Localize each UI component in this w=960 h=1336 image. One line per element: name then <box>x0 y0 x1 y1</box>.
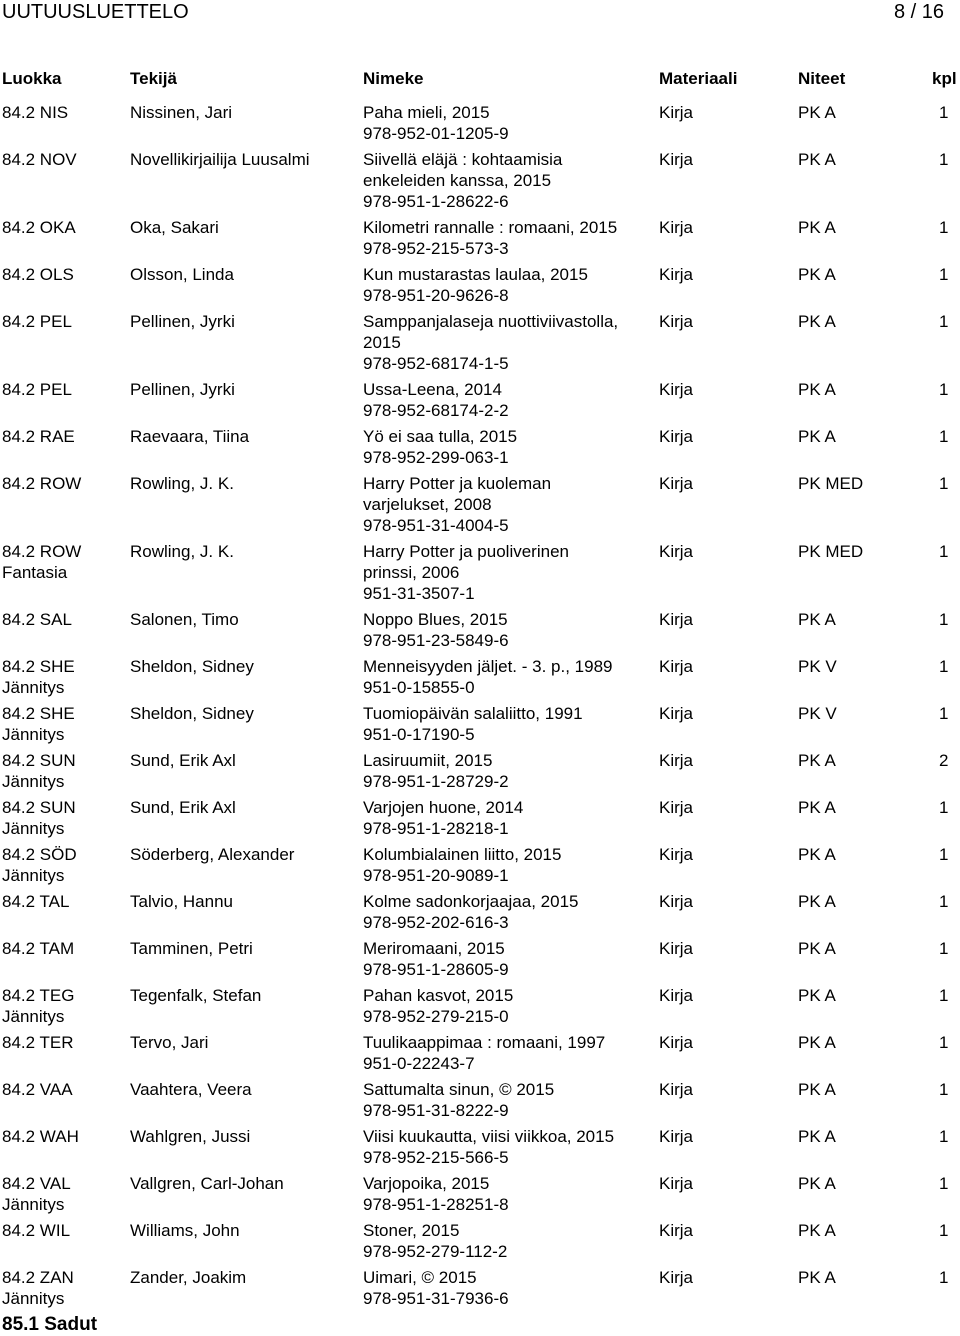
catalog-row <box>0 264 960 311</box>
classification-cell: 84.2 NOV <box>2 150 77 169</box>
title-cell: Pahan kasvot, 2015 <box>363 986 514 1005</box>
location-cell: PK A <box>798 1127 836 1146</box>
title-cell-extra: 978-952-202-616-3 <box>363 913 509 932</box>
count-cell: 1 <box>939 542 949 561</box>
location-cell: PK A <box>798 1033 836 1052</box>
title-cell-extra: 978-952-279-215-0 <box>363 1007 509 1026</box>
catalog-row <box>0 891 960 938</box>
document-title: UUTUUSLUETTELO <box>2 1 189 23</box>
count-cell: 1 <box>939 1080 949 1099</box>
material-cell: Kirja <box>659 427 694 446</box>
location-cell: PK A <box>798 892 836 911</box>
classification-cell: 84.2 VAL <box>2 1174 71 1193</box>
author-cell: Sund, Erik Axl <box>130 751 236 770</box>
author-cell: Söderberg, Alexander <box>130 845 295 864</box>
classification-cell: 84.2 SAL <box>2 610 72 629</box>
count-cell: 1 <box>939 845 949 864</box>
column-header-materiaali: Materiaali <box>659 69 738 88</box>
title-cell: Stoner, 2015 <box>363 1221 460 1240</box>
catalog-row <box>0 656 960 703</box>
author-cell: Rowling, J. K. <box>130 542 234 561</box>
classification-cell-extra: Jännitys <box>2 819 65 838</box>
material-cell: Kirja <box>659 704 694 723</box>
author-cell: Vallgren, Carl-Johan <box>130 1174 284 1193</box>
title-cell-extra: 978-952-279-112-2 <box>363 1242 508 1261</box>
title-cell: Kilometri rannalle : romaani, 2015 <box>363 218 618 237</box>
title-cell: Samppanjalaseja nuottiviivastolla, <box>363 312 619 331</box>
classification-cell: 84.2 VAA <box>2 1080 73 1099</box>
title-cell: Siivellä eläjä : kohtaamisia <box>363 150 563 169</box>
author-cell: Rowling, J. K. <box>130 474 234 493</box>
material-cell: Kirja <box>659 1033 694 1052</box>
location-cell: PK A <box>798 312 836 331</box>
author-cell: Talvio, Hannu <box>130 892 234 911</box>
count-cell: 1 <box>939 610 949 629</box>
catalog-row <box>0 703 960 750</box>
author-cell: Vaahtera, Veera <box>130 1080 252 1099</box>
material-cell: Kirja <box>659 1127 694 1146</box>
title-cell-extra: enkeleiden kanssa, 2015 <box>363 171 552 190</box>
catalog-row <box>0 426 960 473</box>
material-cell: Kirja <box>659 1221 694 1240</box>
classification-cell: 84.2 TER <box>2 1033 74 1052</box>
author-cell: Novellikirjailija Luusalmi <box>130 150 310 169</box>
count-cell: 1 <box>939 265 949 284</box>
classification-cell: 84.2 TAL <box>2 892 70 911</box>
count-cell: 1 <box>939 704 949 723</box>
classification-cell-extra: Jännitys <box>2 1007 65 1026</box>
author-cell: Tamminen, Petri <box>130 939 253 958</box>
title-cell: Kolumbialainen liitto, 2015 <box>363 845 562 864</box>
title-cell: Noppo Blues, 2015 <box>363 610 508 629</box>
catalog-row <box>0 1079 960 1126</box>
author-cell: Pellinen, Jyrki <box>130 380 235 399</box>
title-cell-extra: 978-951-1-28622-6 <box>363 192 509 211</box>
title-cell-extra: 978-952-215-566-5 <box>363 1148 509 1167</box>
catalog-row <box>0 609 960 656</box>
title-cell-extra: 978-951-31-4004-5 <box>363 516 509 535</box>
material-cell: Kirja <box>659 798 694 817</box>
material-cell: Kirja <box>659 892 694 911</box>
material-cell: Kirja <box>659 986 694 1005</box>
location-cell: PK MED <box>798 474 864 493</box>
catalog-row <box>0 379 960 426</box>
classification-cell-extra: Jännitys <box>2 772 65 791</box>
catalog-list <box>0 102 960 1314</box>
location-cell: PK A <box>798 939 836 958</box>
title-cell-extra: 978-951-31-7936-6 <box>363 1289 509 1308</box>
author-cell: Zander, Joakim <box>130 1268 247 1287</box>
count-cell: 1 <box>939 474 949 493</box>
material-cell: Kirja <box>659 1174 694 1193</box>
classification-cell: 84.2 PEL <box>2 312 72 331</box>
title-cell-extra: 978-952-215-573-3 <box>363 239 509 258</box>
classification-cell: 84.2 OLS <box>2 265 74 284</box>
title-cell-extra: 978-951-20-9626-8 <box>363 286 509 305</box>
title-cell-extra: 2015 <box>363 333 401 352</box>
classification-cell: 84.2 WAH <box>2 1127 79 1146</box>
title-cell-extra: 978-952-68174-1-5 <box>363 354 509 373</box>
catalog-row <box>0 311 960 379</box>
classification-cell: 84.2 SUN <box>2 751 76 770</box>
author-cell: Sund, Erik Axl <box>130 798 236 817</box>
count-cell: 1 <box>939 1127 949 1146</box>
count-cell: 1 <box>939 986 949 1005</box>
material-cell: Kirja <box>659 312 694 331</box>
count-cell: 1 <box>939 218 949 237</box>
catalog-row <box>0 1220 960 1267</box>
location-cell: PK A <box>798 798 836 817</box>
title-cell-extra: 978-951-1-28218-1 <box>363 819 509 838</box>
count-cell: 1 <box>939 312 949 331</box>
classification-cell: 84.2 SHE <box>2 657 75 676</box>
title-cell-extra: varjelukset, 2008 <box>363 495 492 514</box>
material-cell: Kirja <box>659 1268 694 1287</box>
classification-cell-extra: Fantasia <box>2 563 68 582</box>
column-headers <box>0 68 960 90</box>
count-cell: 1 <box>939 892 949 911</box>
title-cell: Paha mieli, 2015 <box>363 103 490 122</box>
title-cell: Meriromaani, 2015 <box>363 939 505 958</box>
material-cell: Kirja <box>659 542 694 561</box>
title-cell: Yö ei saa tulla, 2015 <box>363 427 518 446</box>
title-cell: Ussa-Leena, 2014 <box>363 380 502 399</box>
classification-cell: 84.2 NIS <box>2 103 69 122</box>
title-cell-extra: prinssi, 2006 <box>363 563 460 582</box>
classification-cell-extra: Jännitys <box>2 866 65 885</box>
material-cell: Kirja <box>659 1080 694 1099</box>
count-cell: 1 <box>939 380 949 399</box>
title-cell: Viisi kuukautta, viisi viikkoa, 2015 <box>363 1127 615 1146</box>
count-cell: 1 <box>939 657 949 676</box>
material-cell: Kirja <box>659 103 694 122</box>
title-cell: Harry Potter ja puoliverinen <box>363 542 569 561</box>
count-cell: 1 <box>939 1033 949 1052</box>
location-cell: PK A <box>798 150 836 169</box>
location-cell: PK A <box>798 1080 836 1099</box>
classification-cell: 84.2 TAM <box>2 939 75 958</box>
title-cell-extra: 978-951-1-28729-2 <box>363 772 509 791</box>
column-header-niteet: Niteet <box>798 69 846 88</box>
title-cell: Tuomiopäivän salaliitto, 1991 <box>363 704 583 723</box>
count-cell: 1 <box>939 798 949 817</box>
author-cell: Olsson, Linda <box>130 265 234 284</box>
classification-cell-extra: Jännitys <box>2 1289 65 1308</box>
classification-cell: 84.2 OKA <box>2 218 76 237</box>
title-cell-extra: 951-0-17190-5 <box>363 725 475 744</box>
material-cell: Kirja <box>659 939 694 958</box>
author-cell: Sheldon, Sidney <box>130 704 254 723</box>
material-cell: Kirja <box>659 150 694 169</box>
catalog-row <box>0 217 960 264</box>
count-cell: 2 <box>939 751 949 770</box>
location-cell: PK A <box>798 1268 836 1287</box>
title-cell-extra: 978-952-01-1205-9 <box>363 124 509 143</box>
title-cell: Tuulikaappimaa : romaani, 1997 <box>363 1033 606 1052</box>
title-cell: Lasiruumiit, 2015 <box>363 751 493 770</box>
classification-cell: 84.2 SUN <box>2 798 76 817</box>
title-cell: Harry Potter ja kuoleman <box>363 474 552 493</box>
column-header-kpl: kpl <box>932 69 957 88</box>
count-cell: 1 <box>939 1268 949 1287</box>
title-cell-extra: 978-951-1-28251-8 <box>363 1195 509 1214</box>
next-section-heading: 85.1 Sadut <box>2 1314 98 1335</box>
classification-cell: 84.2 SHE <box>2 704 75 723</box>
location-cell: PK A <box>798 1174 836 1193</box>
material-cell: Kirja <box>659 751 694 770</box>
classification-cell-extra: Jännitys <box>2 1195 65 1214</box>
location-cell: PK MED <box>798 542 864 561</box>
classification-cell-extra: Jännitys <box>2 678 65 697</box>
catalog-row <box>0 149 960 217</box>
catalog-row <box>0 1126 960 1173</box>
location-cell: PK A <box>798 610 836 629</box>
title-cell: Kun mustarastas laulaa, 2015 <box>363 265 588 284</box>
title-cell: Kolme sadonkorjaajaa, 2015 <box>363 892 579 911</box>
count-cell: 1 <box>939 939 949 958</box>
count-cell: 1 <box>939 103 949 122</box>
classification-cell: 84.2 RAE <box>2 427 75 446</box>
catalog-row <box>0 797 960 844</box>
catalog-row <box>0 1267 960 1314</box>
author-cell: Williams, John <box>130 1221 240 1240</box>
catalog-row <box>0 750 960 797</box>
title-cell: Uimari, © 2015 <box>363 1268 477 1287</box>
classification-cell: 84.2 PEL <box>2 380 72 399</box>
column-header-nimeke: Nimeke <box>363 69 424 88</box>
title-cell-extra: 951-0-15855-0 <box>363 678 475 697</box>
author-cell: Sheldon, Sidney <box>130 657 254 676</box>
page-header <box>0 0 960 24</box>
author-cell: Nissinen, Jari <box>130 103 233 122</box>
count-cell: 1 <box>939 1221 949 1240</box>
author-cell: Tegenfalk, Stefan <box>130 986 262 1005</box>
catalog-row <box>0 1173 960 1220</box>
location-cell: PK A <box>798 103 836 122</box>
material-cell: Kirja <box>659 845 694 864</box>
author-cell: Raevaara, Tiina <box>130 427 250 446</box>
title-cell-extra: 978-951-1-28605-9 <box>363 960 509 979</box>
author-cell: Pellinen, Jyrki <box>130 312 235 331</box>
location-cell: PK A <box>798 986 836 1005</box>
location-cell: PK A <box>798 218 836 237</box>
catalog-row <box>0 985 960 1032</box>
location-cell: PK A <box>798 380 836 399</box>
column-header-luokka: Luokka <box>2 69 62 88</box>
title-cell: Varjojen huone, 2014 <box>363 798 524 817</box>
classification-cell: 84.2 TEG <box>2 986 75 1005</box>
title-cell: Menneisyyden jäljet. - 3. p., 1989 <box>363 657 613 676</box>
title-cell-extra: 951-31-3507-1 <box>363 584 475 603</box>
title-cell: Varjopoika, 2015 <box>363 1174 490 1193</box>
location-cell: PK V <box>798 704 837 723</box>
count-cell: 1 <box>939 427 949 446</box>
column-header-tekija: Tekijä <box>130 69 177 88</box>
catalog-row <box>0 938 960 985</box>
material-cell: Kirja <box>659 474 694 493</box>
author-cell: Salonen, Timo <box>130 610 239 629</box>
classification-cell: 84.2 ROW <box>2 542 82 561</box>
material-cell: Kirja <box>659 610 694 629</box>
author-cell: Wahlgren, Jussi <box>130 1127 251 1146</box>
catalog-row <box>0 541 960 609</box>
material-cell: Kirja <box>659 265 694 284</box>
location-cell: PK A <box>798 427 836 446</box>
title-cell-extra: 978-952-68174-2-2 <box>363 401 509 420</box>
classification-cell: 84.2 WIL <box>2 1221 71 1240</box>
catalog-row <box>0 473 960 541</box>
location-cell: PK A <box>798 845 836 864</box>
classification-cell: 84.2 SÖD <box>2 845 77 864</box>
location-cell: PK A <box>798 751 836 770</box>
page-number: 8 / 16 <box>893 1 944 23</box>
catalog-row <box>0 1032 960 1079</box>
classification-cell: 84.2 ZAN <box>2 1268 74 1287</box>
classification-cell: 84.2 ROW <box>2 474 82 493</box>
material-cell: Kirja <box>659 380 694 399</box>
title-cell-extra: 978-951-23-5849-6 <box>363 631 509 650</box>
count-cell: 1 <box>939 1174 949 1193</box>
classification-cell-extra: Jännitys <box>2 725 65 744</box>
catalog-row <box>0 844 960 891</box>
title-cell-extra: 978-952-299-063-1 <box>363 448 509 467</box>
count-cell: 1 <box>939 150 949 169</box>
title-cell-extra: 951-0-22243-7 <box>363 1054 475 1073</box>
location-cell: PK A <box>798 265 836 284</box>
author-cell: Tervo, Jari <box>130 1033 209 1052</box>
catalog-row <box>0 102 960 149</box>
location-cell: PK A <box>798 1221 836 1240</box>
material-cell: Kirja <box>659 218 694 237</box>
material-cell: Kirja <box>659 657 694 676</box>
title-cell: Sattumalta sinun, © 2015 <box>363 1080 555 1099</box>
author-cell: Oka, Sakari <box>130 218 219 237</box>
location-cell: PK V <box>798 657 837 676</box>
title-cell-extra: 978-951-31-8222-9 <box>363 1101 509 1120</box>
title-cell-extra: 978-951-20-9089-1 <box>363 866 509 885</box>
